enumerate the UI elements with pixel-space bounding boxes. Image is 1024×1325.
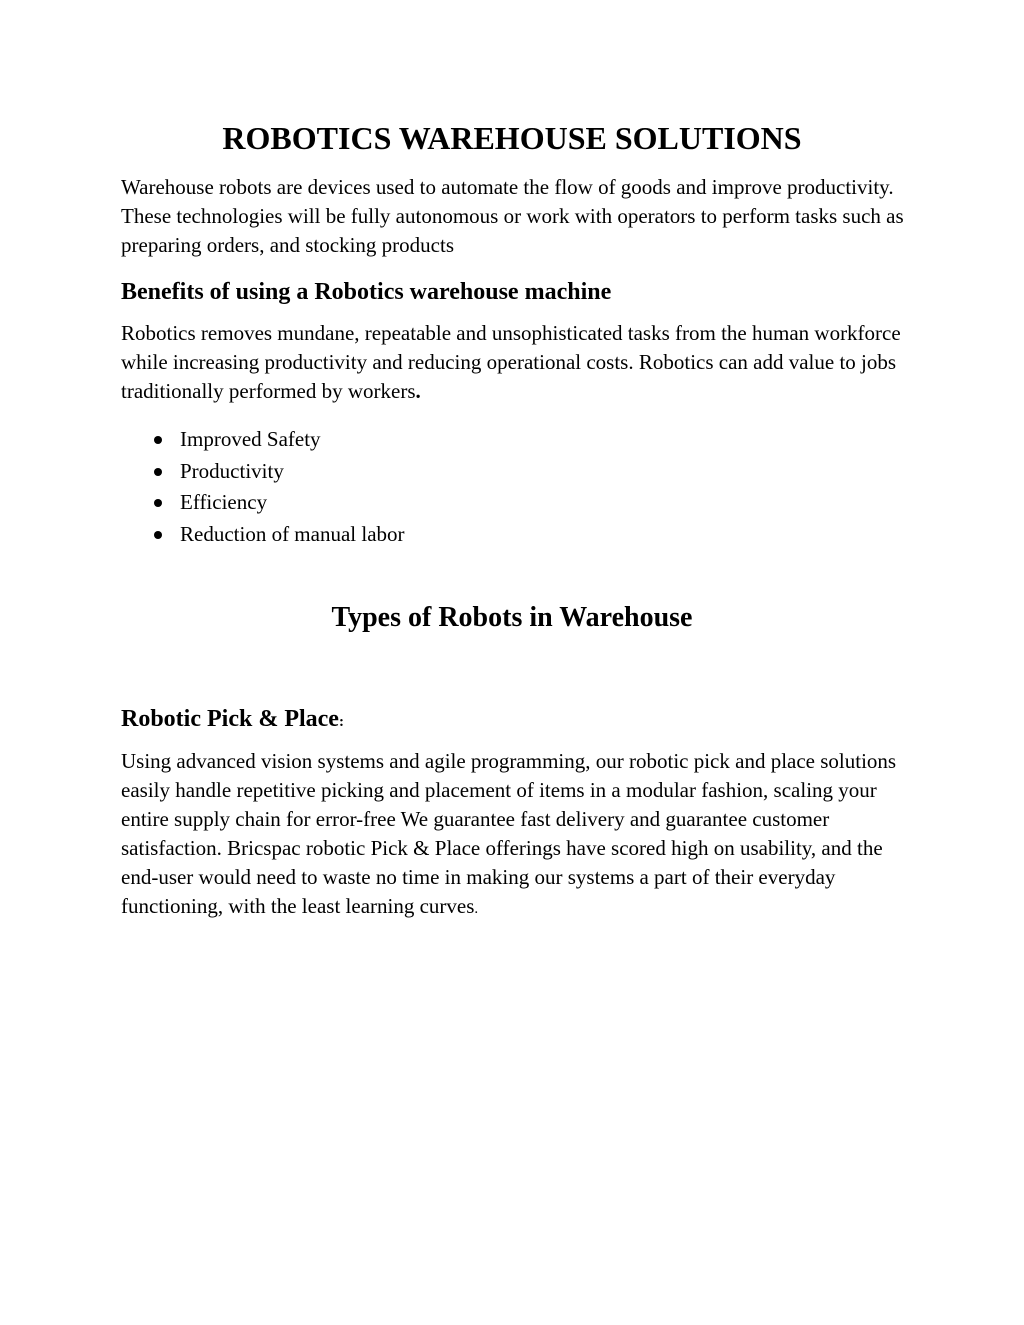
list-item-label: Improved Safety bbox=[180, 427, 321, 451]
benefits-list bbox=[121, 424, 821, 550]
list-item-label: Efficiency bbox=[180, 490, 268, 514]
bullet-icon bbox=[154, 436, 162, 444]
pick-place-heading bbox=[121, 704, 911, 737]
pick-place-heading-text: Robotic Pick & Place bbox=[121, 706, 339, 732]
pick-place-paragraph bbox=[121, 747, 911, 924]
benefits-paragraph-end: . bbox=[415, 379, 421, 403]
list-item-label: Reduction of manual labor bbox=[180, 521, 405, 546]
pick-place-paragraph-end: . bbox=[474, 901, 479, 917]
list-item bbox=[121, 456, 821, 488]
benefits-heading: Benefits of using a Robotics warehouse machine bbox=[121, 279, 612, 305]
pick-place-heading-suffix: : bbox=[338, 714, 344, 730]
pick-place-paragraph-text: Using advanced vision systems and agile programming, our robotic pick and place solutions easily handle repetitive picking and placement of items in a modular fashion, scaling your entire supply chain for error-free We guarantee fast delivery and guarantee customer satisfaction. Bricspac robotic Pick & Place offerings have scored high on usability, and the end-user would need to waste no time in making our systems a part of their everyday functioning, with the least learning curves bbox=[121, 749, 897, 918]
bullet-icon bbox=[154, 468, 162, 476]
types-heading: Types of Robots in Warehouse bbox=[331, 602, 693, 633]
bullet-icon bbox=[154, 531, 162, 539]
list-item-label: Productivity bbox=[180, 458, 284, 483]
intro-paragraph: Warehouse robots are devices used to automate the flow of goods and improve productivity. These technologies will be fully autonomous or work with operators to perform tasks such as preparing orders, and stocking products bbox=[121, 175, 904, 257]
benefits-paragraph bbox=[121, 319, 911, 406]
list-item bbox=[121, 487, 821, 519]
list-item bbox=[121, 424, 821, 456]
page-title: ROBOTICS WAREHOUSE SOLUTIONS bbox=[222, 120, 802, 156]
benefits-paragraph-text: Robotics removes mundane, repeatable and unsophisticated tasks from the human workforce while increasing productivity and reducing operational costs. Robotics can add value to jobs traditionally performed by workers bbox=[121, 321, 901, 403]
list-item bbox=[121, 519, 821, 551]
bullet-icon bbox=[154, 499, 162, 507]
